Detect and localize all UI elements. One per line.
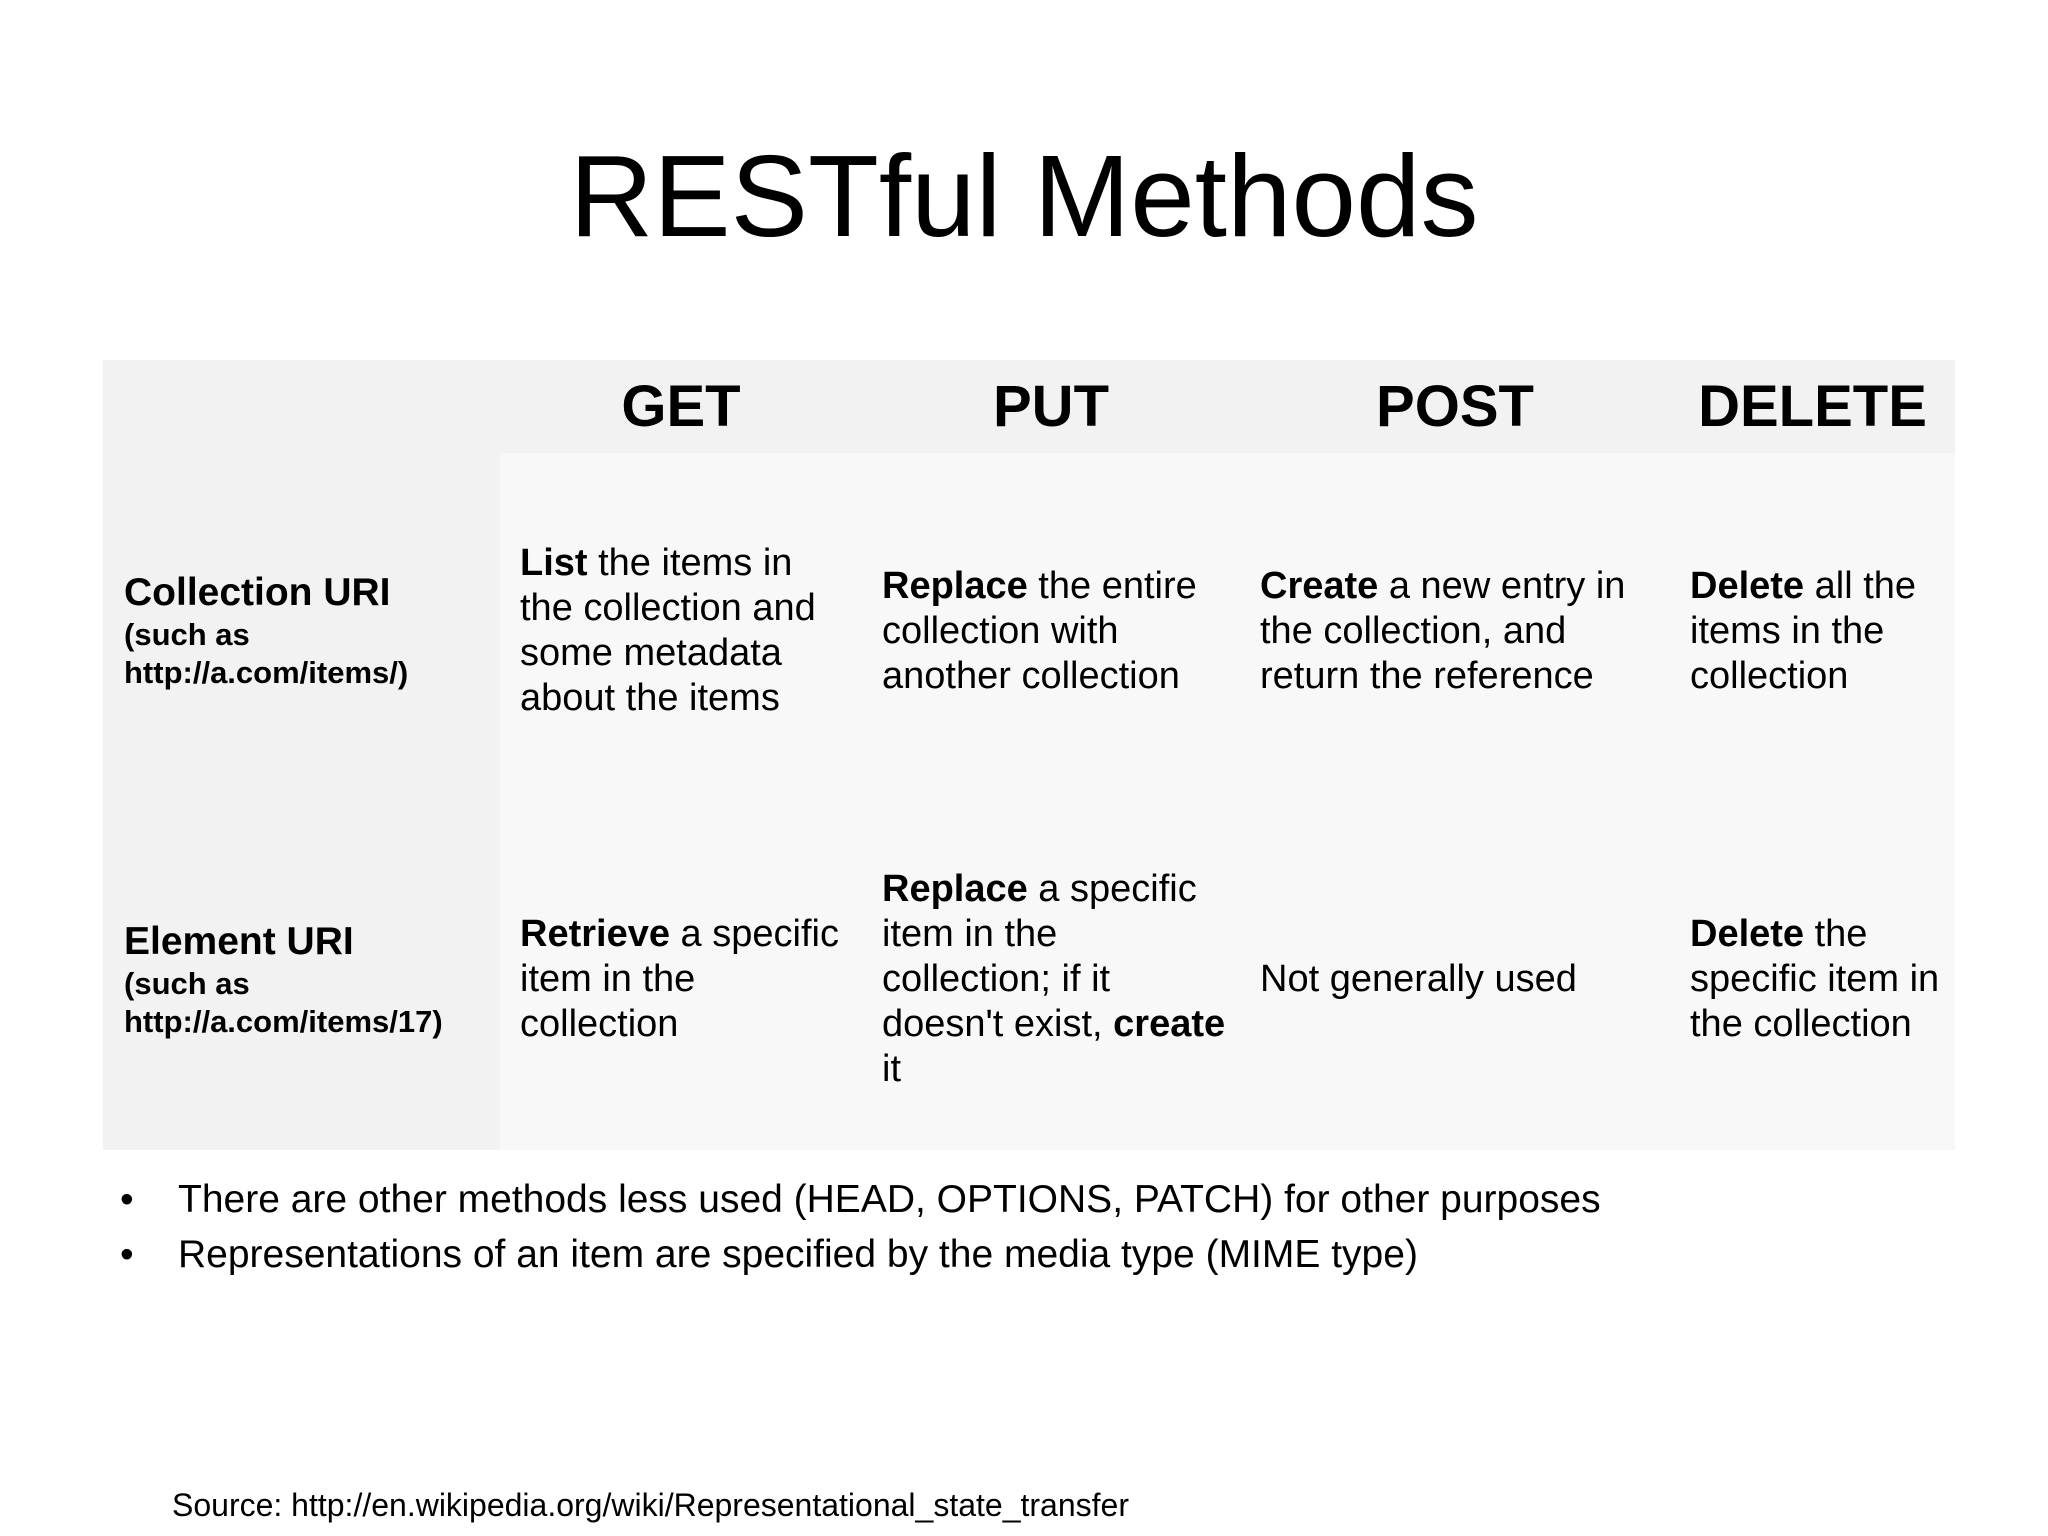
- row-header-collection-uri: [103, 453, 500, 809]
- cell-lead: Create: [1260, 564, 1379, 607]
- row-label: Collection URI: [124, 571, 391, 614]
- bullet-marker: •: [120, 1178, 134, 1221]
- cell-text: Not generally used: [1260, 958, 1577, 1000]
- bullet-list: [120, 1172, 1970, 1282]
- cell-lead: Retrieve: [520, 913, 670, 955]
- cell-element-delete: [1670, 809, 1955, 1150]
- cell-element-post: [1240, 809, 1670, 1150]
- cell-text: a specific item in the collection; if it doesn't exist,: [882, 868, 1197, 1045]
- cell-lead: Replace: [882, 564, 1028, 607]
- column-header-delete: DELETE: [1670, 360, 1955, 453]
- bullet-text: There are other methods less used (HEAD, OPTIONS, PATCH) for other purposes: [178, 1178, 1601, 1221]
- cell-text: the entire collection with another collection: [882, 564, 1197, 697]
- cell-text: all the items in the collection: [1690, 564, 1917, 697]
- column-header-put: PUT: [862, 360, 1240, 453]
- bullet-item: [120, 1227, 1970, 1282]
- cell-element-put: [862, 809, 1240, 1150]
- row-header-element-uri: [103, 809, 500, 1150]
- row-example: (such as http://a.com/items/): [124, 617, 409, 690]
- table-header-row: [103, 360, 1955, 453]
- cell-text: a new entry in the collection, and return the reference: [1260, 564, 1626, 697]
- cell-text: the items in the collection and some metadata about the items: [520, 542, 816, 719]
- restful-methods-table: [103, 360, 1955, 1150]
- cell-collection-delete: [1670, 453, 1955, 809]
- column-header-get: GET: [500, 360, 862, 453]
- cell-element-get: [500, 809, 862, 1150]
- bullet-item: [120, 1172, 1970, 1227]
- table-row-collection-uri: [103, 453, 1955, 809]
- row-example: (such as http://a.com/items/17): [124, 965, 443, 1039]
- cell-lead: Delete: [1690, 564, 1805, 607]
- cell-lead: List: [520, 542, 588, 584]
- slide-title: RESTful Methods: [569, 131, 1479, 261]
- table-row-element-uri: [103, 809, 1955, 1150]
- cell-collection-post: [1240, 453, 1670, 809]
- cell-lead: Replace: [882, 868, 1028, 910]
- bullet-text: Representations of an item are specified by the media type (MIME type): [178, 1233, 1418, 1276]
- source-citation: Source: http://en.wikipedia.org/wiki/Representational_state_transfer: [172, 1487, 1129, 1523]
- cell-collection-get: [500, 453, 862, 809]
- cell-text-tail: it: [882, 1048, 901, 1090]
- cell-collection-put: [862, 453, 1240, 809]
- cell-text: the specific item in the collection: [1690, 913, 1940, 1045]
- bullet-marker: •: [120, 1233, 134, 1276]
- cell-text: a specific item in the collection: [520, 913, 839, 1045]
- cell-lead: Delete: [1690, 913, 1805, 955]
- table-corner-cell: [103, 360, 500, 453]
- cell-emphasis: create: [1113, 1003, 1226, 1045]
- row-label: Element URI: [124, 919, 354, 963]
- column-header-post: POST: [1240, 360, 1670, 453]
